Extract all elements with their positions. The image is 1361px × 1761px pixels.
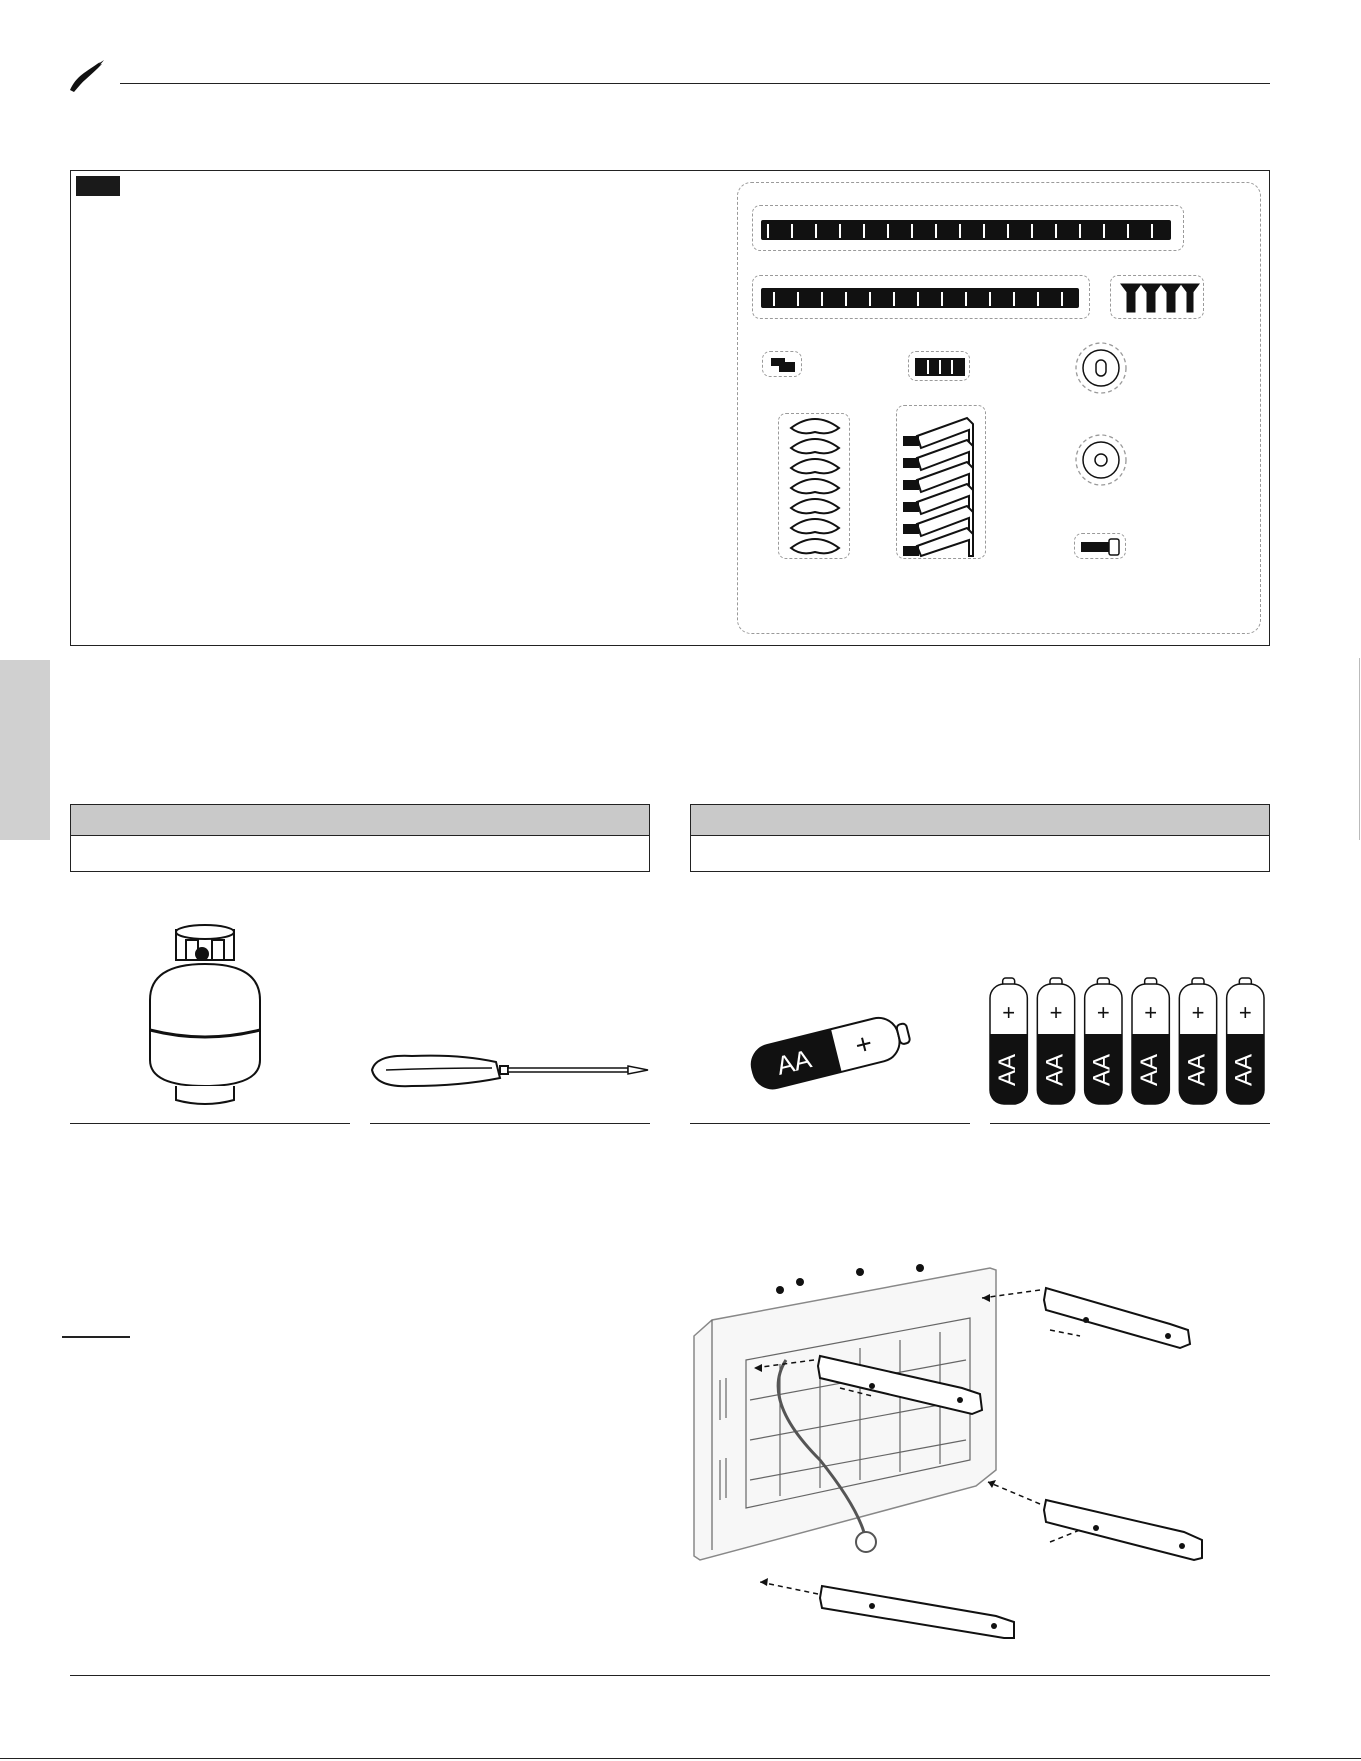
machine-screw-strip-long-graphic [753, 206, 1185, 252]
aa-battery [1037, 978, 1074, 1104]
nut-strip-icon [908, 351, 970, 381]
aa-battery-caption [690, 1130, 970, 1131]
aa-battery-label: AA [994, 1053, 1022, 1087]
kit-badge [76, 176, 120, 196]
clip-graphic [763, 352, 803, 378]
aa-battery-sign: + [1049, 1000, 1063, 1025]
page-edge-line [1359, 658, 1360, 840]
assembly-heading-rule [62, 1336, 130, 1338]
left-panel-body [70, 836, 650, 872]
assembly-heading [62, 1318, 262, 1334]
footer-rule [70, 1675, 1270, 1676]
aa-battery-set-caption [990, 1130, 1270, 1131]
nut-strip-graphic [909, 352, 971, 382]
heater-leg-assembly-diagram-icon [690, 1260, 1270, 1640]
screwdriver-rule [370, 1123, 650, 1124]
bracket-pin-strip-icon [896, 405, 986, 559]
machine-screw-strip-graphic [753, 276, 1091, 320]
propane-tank-caption [70, 1130, 350, 1131]
aa-battery [1132, 978, 1169, 1104]
wing-nut-strip-graphic [779, 414, 851, 560]
propane-tank-icon [140, 920, 270, 1110]
bracket-pin-strip-graphic [897, 406, 987, 560]
aa-battery-icon [740, 1000, 920, 1100]
aa-battery-label: AA [773, 1043, 815, 1081]
aa-battery-set-icon [986, 976, 1270, 1106]
countersunk-screw-strip-icon [1110, 275, 1204, 319]
aa-battery-label: AA [1136, 1053, 1164, 1087]
flat-washer-icon [1074, 433, 1128, 487]
aa-battery-label: AA [1183, 1053, 1211, 1087]
bottom-border [0, 1758, 1361, 1759]
flat-washer-graphic [1074, 433, 1128, 487]
bolt-graphic [1075, 534, 1127, 560]
aa-battery-sign: + [1191, 1000, 1205, 1025]
aa-battery [1179, 978, 1216, 1104]
aa-battery-label: AA [1088, 1053, 1116, 1087]
screwdriver-caption [370, 1130, 650, 1131]
aa-battery-sign: + [851, 1027, 876, 1062]
aa-battery-set-rule [990, 1123, 1270, 1124]
aa-battery-rule [690, 1123, 970, 1124]
aa-battery-sign: + [1238, 1000, 1252, 1025]
left-panel-header [70, 804, 650, 836]
screwdriver-icon [366, 1048, 652, 1094]
clip-icon [762, 351, 802, 377]
aa-battery-sign: + [1096, 1000, 1110, 1025]
aa-battery [990, 978, 1027, 1104]
countersunk-screw-strip-graphic [1111, 276, 1205, 320]
aa-battery-sign: + [1144, 1000, 1158, 1025]
machine-screw-strip-long-icon [752, 205, 1184, 251]
aa-battery [1227, 978, 1264, 1104]
washer-graphic [1074, 341, 1128, 395]
flame-logo-icon [66, 54, 106, 94]
aa-battery-label: AA [1041, 1053, 1069, 1087]
wing-nut-strip-icon [778, 413, 850, 559]
right-panel-body [690, 836, 1270, 872]
machine-screw-strip-icon [752, 275, 1090, 319]
side-section-tab [0, 660, 50, 840]
right-panel-header [690, 804, 1270, 836]
propane-tank-rule [70, 1123, 350, 1124]
washer-icon [1074, 341, 1128, 395]
aa-battery [1085, 978, 1122, 1104]
header-rule [120, 83, 1270, 84]
aa-battery-label: AA [1230, 1053, 1258, 1087]
aa-battery-sign: + [1002, 1000, 1016, 1025]
parts-area [737, 182, 1261, 634]
bolt-icon [1074, 533, 1126, 559]
